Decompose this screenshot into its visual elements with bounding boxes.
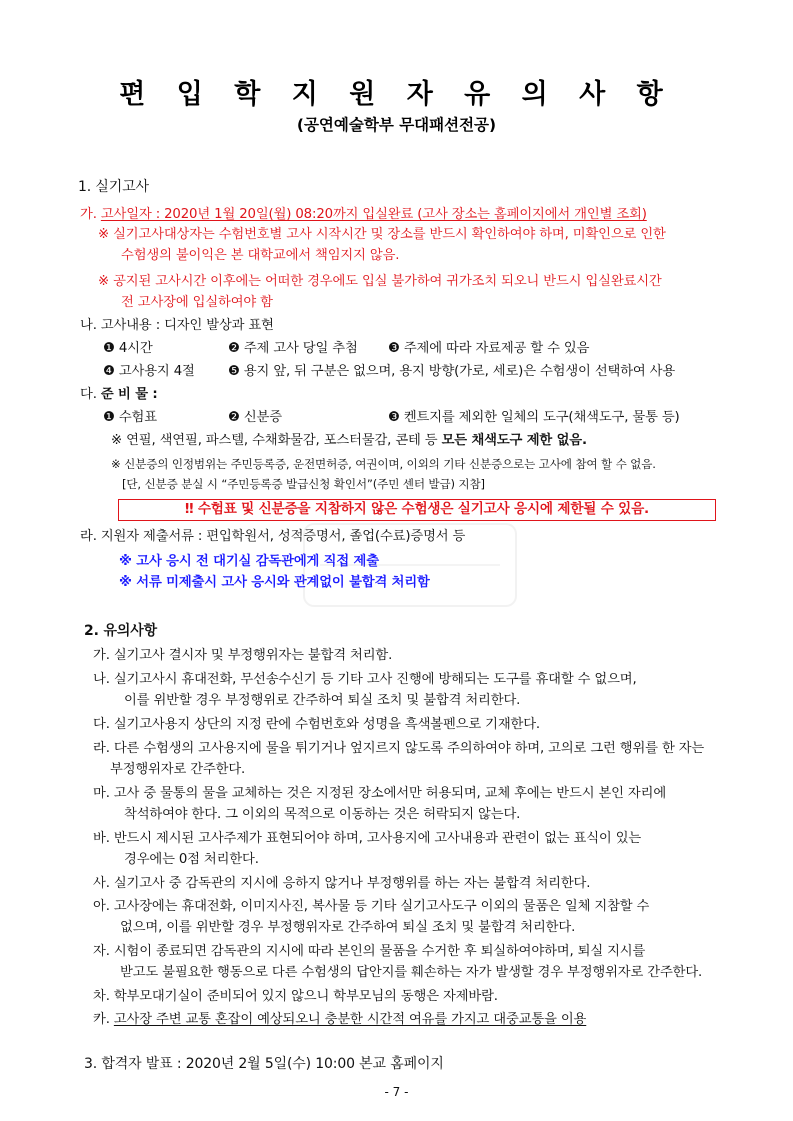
content-item-5: ❺ 용지 앞, 뒤 구분은 없으며, 용지 방향(가로, 세로)은 수험생이 선택하여 사용 — [228, 364, 676, 379]
supplies-note-1-text: ※ 연필, 색연필, 파스텔, 수채화물감, 포스터물감, 콘테 등 — [111, 433, 442, 448]
section-1-heading: 1. 실기고사 — [78, 179, 149, 195]
content-item-3: ❸ 주제에 따라 자료제공 할 수 있음 — [388, 341, 590, 356]
notice-item-traffic — [93, 1010, 586, 1029]
supply-item-2: ❷ 신분증 — [228, 410, 282, 425]
notice-item: 나. 실기고사시 휴대전화, 무선송수신기 등 기타 고사 진행에 방해되는 도구를 휴대할 수 없으며, — [93, 672, 637, 687]
notice-item-cont: 이를 위반할 경우 부정행위로 간주하여 퇴실 조치 및 불합격 처리한다. — [124, 693, 521, 708]
supplies-title: 준 비 물 : — [100, 387, 158, 402]
documents-note-1: ※ 고사 응시 전 대기실 감독관에게 직접 제출 — [119, 554, 379, 569]
exam-note-2a: ※ 공지된 고사시간 이후에는 어떠한 경우에도 입실 불가하여 귀가조치 되오니 반드시 입실완료시간 — [98, 274, 662, 289]
supply-item-1: ❶ 수험표 — [103, 410, 157, 425]
notice-item: 가. 실기고사 결시자 및 부정행위자는 불합격 처리함. — [93, 648, 393, 663]
notice-item: 바. 반드시 제시된 고사주제가 표현되어야 하며, 고사용지에 고사내용과 관련이 없는 표식이 있는 — [93, 831, 642, 846]
content-item-2: ❷ 주제 고사 당일 추첨 — [228, 341, 358, 356]
supplies-label: 다. — [80, 387, 101, 402]
notice-item: 차. 학부모대기실이 준비되어 있지 않으니 학부모님의 동행은 자제바람. — [93, 989, 498, 1004]
notice-item: 아. 고사장에는 휴대전화, 이미지사진, 복사물 등 기타 실기고사도구 이외의 물품은 일체 지참할 수 — [93, 899, 650, 914]
document-subtitle: (공연예술학부 무대패션전공) — [296, 116, 497, 134]
content-item-1: ❶ 4시간 — [103, 341, 153, 356]
notice-item: 사. 실기고사 중 감독관의 지시에 응하지 않거나 부정행위를 하는 자는 불합격 처리한다. — [93, 876, 591, 891]
notice-item: 자. 시험이 종료되면 감독관의 지시에 따라 본인의 물품을 수거한 후 퇴실하여야하며, 퇴실 지시를 — [93, 944, 646, 959]
supply-item-3: ❸ 켄트지를 제외한 일체의 도구(채색도구, 물통 등) — [388, 410, 680, 425]
supplies-note-1-bold: 모든 채색도구 제한 없음. — [441, 433, 587, 448]
notice-item-cont: 착석하여야 한다. 그 이외의 목적으로 이동하는 것은 허락되지 않는다. — [124, 807, 521, 822]
exam-content-line: 나. 고사내용 : 디자인 발상과 표현 — [80, 318, 274, 333]
notice-item-cont: 없으며, 이를 위반할 경우 부정행위자로 간주하여 퇴실 조치 및 불합격 처리한다. — [120, 920, 576, 935]
supplies-line — [80, 385, 158, 404]
exam-note-1b: 수험생의 불이익은 본 대학교에서 책임지지 않음. — [121, 248, 400, 263]
content-item-4: ❹ 고사용지 4절 — [103, 364, 195, 379]
supplies-note-1 — [111, 431, 587, 450]
exam-note-1a: ※ 실기고사대상자는 수험번호별 고사 시작시간 및 장소를 반드시 확인하여야 하며, 미확인으로 인한 — [98, 227, 666, 242]
notice-item-traffic-text: 고사장 주변 교통 혼잡이 예상되오니 충분한 시간적 여유를 가지고 대중교통을 이용 — [113, 1012, 587, 1027]
exam-note-2b: 전 고사장에 입실하여야 함 — [121, 295, 273, 310]
notice-item: 라. 다른 수험생의 고사용지에 물을 튀기거나 엎지르지 않도록 주의하여야 하며, 고의로 그런 행위를 한 자는 — [93, 741, 705, 756]
supplies-note-3: [단, 신분증 분실 시 “주민등록증 발급신청 확인서”(주민 센터 발급) 지참] — [122, 477, 485, 491]
notice-item-traffic-label: 카. — [93, 1012, 114, 1027]
documents-line: 라. 지원자 제출서류 : 편입학원서, 성적증명서, 졸업(수료)증명서 등 — [80, 529, 466, 544]
page-number: - 7 - — [384, 1085, 409, 1099]
exam-date-line — [80, 205, 647, 224]
notice-item: 다. 실기고사용지 상단의 지정 란에 수험번호와 성명을 흑색볼펜으로 기재한다. — [93, 717, 540, 732]
exam-date-label: 가. — [80, 207, 101, 222]
notice-item-cont: 부정행위자로 간주한다. — [110, 762, 246, 777]
section-3-announcement: 3. 합격자 발표 : 2020년 2월 5일(수) 10:00 본교 홈페이지 — [84, 1056, 444, 1072]
warning-box: ‼ 수험표 및 신분증을 지참하지 않은 수험생은 실기고사 응시에 제한될 수 있음. — [118, 499, 716, 521]
exam-date-text: 고사일자 : 2020년 1월 20일(월) 08:20까지 입실완료 (고사 장소는 홈페이지에서 개인별 조회) — [100, 207, 647, 222]
notice-item-cont: 경우에는 0점 처리한다. — [124, 852, 259, 867]
notice-item-cont: 받고도 불필요한 행동으로 다른 수험생의 답안지를 훼손하는 자가 발생할 경우 부정행위자로 간주한다. — [120, 965, 703, 980]
notice-item: 마. 고사 중 물통의 물을 교체하는 것은 지정된 장소에서만 허용되며, 교체 후에는 반드시 본인 자리에 — [93, 786, 667, 801]
document-title: 편 입 학 지 원 자 유 의 사 항 — [119, 79, 674, 110]
supplies-note-2: ※ 신분증의 인정범위는 주민등록증, 운전면허증, 여권이며, 이외의 기타 신분증으로는 고사에 참여 할 수 없음. — [111, 457, 656, 471]
documents-note-2: ※ 서류 미제출시 고사 응시와 관계없이 불합격 처리함 — [119, 575, 430, 590]
section-2-heading: 2. 유의사항 — [84, 623, 157, 639]
